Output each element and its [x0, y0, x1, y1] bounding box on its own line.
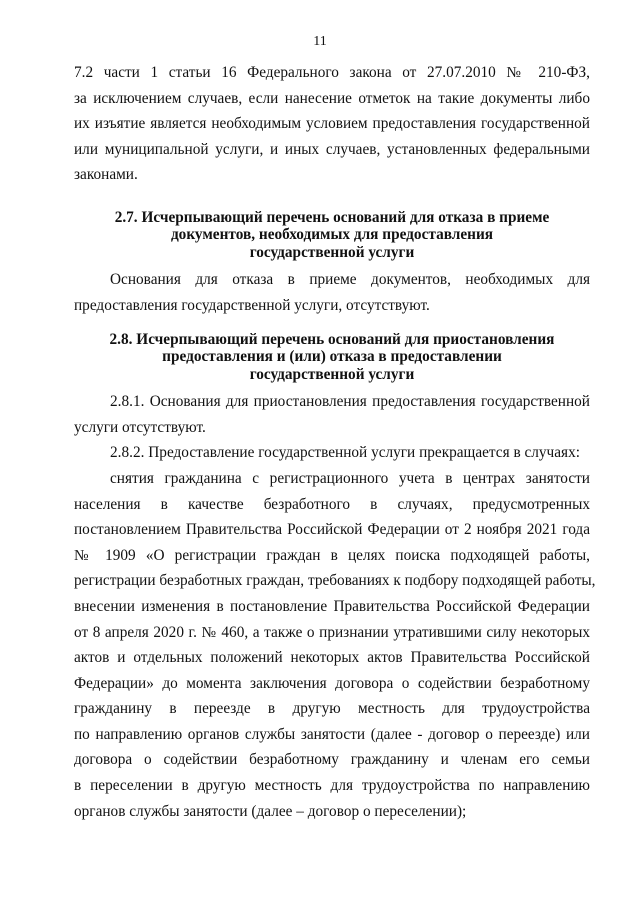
text-line: законами.	[74, 166, 138, 184]
text-line: актов и отдельных положений некоторых актов Правительства Российской	[74, 649, 590, 667]
text-line: 7.2 части 1 статьи 16 Федерального закона от 27.07.2010 № 210-ФЗ,	[74, 64, 590, 81]
heading-line: предоставления и (или) отказа в предоставлении	[162, 348, 502, 366]
text-line: предоставления государственной услуги, отсутствуют.	[74, 297, 430, 315]
section-2-7-text	[74, 267, 590, 318]
heading-line: 2.8. Исчерпывающий перечень оснований для приостановления	[109, 330, 555, 348]
text-line: в переселении в другую местность для трудоустройства по направлению	[74, 777, 590, 795]
text-line: 2.8.2. Предоставление государственной услуги прекращается в случаях:	[110, 444, 580, 462]
heading-line: государственной услуги	[249, 243, 415, 261]
text-line: по направлению органов службы занятости (далее - договор о переезде) или	[74, 725, 590, 743]
text-line: снятия гражданина с регистрационного учета в центрах занятости	[110, 469, 590, 487]
heading-line: государственной услуги	[249, 365, 415, 383]
document-body	[74, 60, 596, 824]
text-line: органов службы занятости (далее – договор о переселении);	[74, 802, 467, 820]
section-2-7-heading	[74, 209, 590, 262]
text-line: услуги отсутствуют.	[74, 418, 206, 436]
text-line: внесении изменения в постановление Правительства Российской Федерации	[74, 597, 590, 615]
item-2-8-2	[74, 440, 590, 466]
text-line: постановлением Правительства Российской Федерации от 2 ноября 2021 года	[74, 521, 590, 539]
text-line: регистрации безработных граждан, требованиях к подбору подходящей работы,	[74, 572, 596, 590]
page-number: 11	[313, 34, 327, 49]
text-line: договора о содействии безработному гражданину и членам его семьи	[74, 751, 590, 769]
text-line: за исключением случаев, если нанесение отметок на такие документы либо	[74, 89, 590, 107]
text-line: Федерации» до момента заключения договора о содействии безработному	[74, 674, 590, 692]
text-line: или муниципальной услуги, и иных случаев, установленных федеральными	[74, 140, 590, 158]
text-line: 2.8.1. Основания для приостановления предоставления государственной	[110, 393, 590, 411]
heading-line: 2.7. Исчерпывающий перечень оснований для отказа в приеме	[114, 208, 550, 226]
text-line: Основания для отказа в приеме документов, необходимых для	[110, 271, 590, 289]
item-2-8-1	[74, 389, 590, 440]
text-line: гражданину в переезде в другую местность для трудоустройства	[74, 700, 590, 718]
text-line: № 1909 «О регистрации граждан в целях поиска подходящей работы,	[74, 546, 590, 564]
section-2-8-heading	[74, 331, 590, 384]
text-line: от 8 апреля 2020 г. № 460, а также о признании утратившими силу некоторых	[74, 623, 590, 641]
heading-line: документов, необходимых для предоставления	[170, 226, 494, 244]
intro-paragraph	[74, 60, 590, 188]
text-line: населения в качестве безработного в случаях, предусмотренных	[74, 495, 590, 513]
termination-cases-paragraph	[74, 466, 596, 824]
text-line: их изъятие является необходимым условием предоставления государственной	[74, 115, 590, 133]
